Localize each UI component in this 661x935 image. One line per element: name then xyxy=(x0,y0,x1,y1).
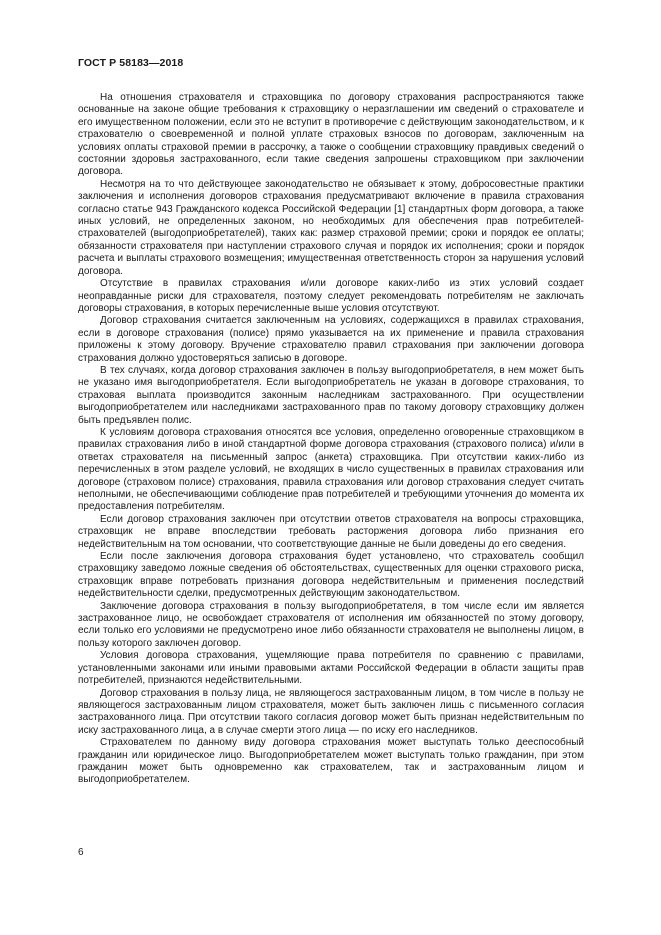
paragraph: Договор страхования считается заключенным на условиях, содержащихся в правилах страхования, если в договоре страхования (полисе) прямо указывается на их применение и правила страхования приложены к этому договору. Вручение страхователю правил страхования при заключении договора страхования должно удостоверяться записью в договоре. xyxy=(78,315,584,364)
page-number: 6 xyxy=(78,847,84,858)
paragraph: Если договор страхования заключен при отсутствии ответов страхователя на вопросы страховщика, страховщик не вправе впоследствии требовать расторжения договора либо признания его недействительным на том основании, что соответствующие данные не были доведены до его сведения. xyxy=(78,513,584,550)
paragraph: Страхователем по данному виду договора страхования может выступать только дееспособный гражданин или юридическое лицо. Выгодоприобретателем может выступать только гражданин, при этом гражданин может быть одновременно как страхователем, так и застрахованным лицом и выгодоприобретателем. xyxy=(78,737,584,786)
paragraph: На отношения страхователя и страховщика по договору страхования распространяются также основанные на законе общие требования к страховщику о неразглашении им сведений о страхователе и его имущественном положении, если это не вступит в противоречие с действующим законодательством, и к страхователю о своевременной и полной уплате страховых взносов по договорам, заключенным на условиях оплаты страховой премии в рассрочку, а также о сообщении страховщику правдивых сведений о состоянии здоровья застрахованного, если такие сведения запрошены страховщиком при заключении договора. xyxy=(78,92,584,178)
paragraph: В тех случаях, когда договор страхования заключен в пользу выгодоприобретателя, в нем может быть не указано имя выгодоприобретателя. Если выгодоприобретатель не указан в договоре страхования, то страховая выплата производится законным наследникам застрахованного. При осуществлении выгодоприобретателем или наследниками застрахованного прав по такому договору страховщику должен быть предъявлен полис. xyxy=(78,364,584,426)
paragraph: Отсутствие в правилах страхования и/или договоре каких-либо из этих условий создает неоправданные риски для страхователя, поэтому следует рекомендовать потребителям не заключать договоры страхования, в которых перечисленные выше условия отсутствуют. xyxy=(78,278,584,314)
paragraph: Заключение договора страхования в пользу выгодоприобретателя, в том числе если им является застрахованное лицо, не освобождает страхователя от исполнения им обязанностей по этому договору, если только его условиями не предусмотрено иное либо обязанности страхователя не выполнены лицом, в пользу которого заключен договор. xyxy=(78,600,584,649)
paragraph: Несмотря на то что действующее законодательство не обязывает к этому, добросовестные практики заключения и исполнения договоров страхования предусматривают включение в правила страхования согласно статье 943 Гражданского кодекса Российской Федерации [1] стандартных форм договора, а также иных условий, не определенных законом, но необходимых для обеспечения прав потребителей-страхователей (выгодоприобретателей), таких как: размер страховой премии; сроки и порядок ее оплаты; обязанности страхователя при наступлении страхового случая и порядок их исполнения; сроки и порядок расчета и выплаты страхового возмещения; имущественная ответственность сторон за нарушения условий договора. xyxy=(78,178,584,277)
document-header: ГОСТ Р 58183—2018 xyxy=(78,57,184,69)
document-body xyxy=(78,92,584,787)
paragraph: Если после заключения договора страхования будет установлено, что страхователь сообщил страховщику заведомо ложные сведения об обстоятельствах, существенных для оценки страхового риска, страховщик вправе потребовать признания договора недействительным и применения последствий недействительности сделки, предусмотренных действующим законодательством. xyxy=(78,551,584,600)
paragraph: К условиям договора страхования относятся все условия, определенно оговоренные страховщиком в правилах страхования либо в иной стандартной форме договора страхования (страхового полиса) и/или в ответах страхователя на письменный запрос (анкета) страховщика. При отсутствии каких-либо из перечисленных в этом разделе условий, не входящих в число существенных в правилах страхования или договоре (страховом полисе) страхования, правила страхования или договор страхования следует считать неполными, не обеспечивающими соблюдение прав потребителей и требующими уточнения до момента их предоставления потребителям. xyxy=(78,426,584,513)
paragraph: Условия договора страхования, ущемляющие права потребителя по сравнению с правилами, установленными законами или иными правовыми актами Российской Федерации в области защиты прав потребителей, признаются недействительными. xyxy=(78,650,584,687)
paragraph: Договор страхования в пользу лица, не являющегося застрахованным лицом, в том числе в пользу не являющегося застрахованным лицом страхователя, может быть заключен лишь с письменного согласия застрахованного лица. При отсутствии такого согласия договор может быть признан недействительным по иску застрахованного лица, а в случае смерти этого лица — по иску его наследников. xyxy=(78,687,584,736)
